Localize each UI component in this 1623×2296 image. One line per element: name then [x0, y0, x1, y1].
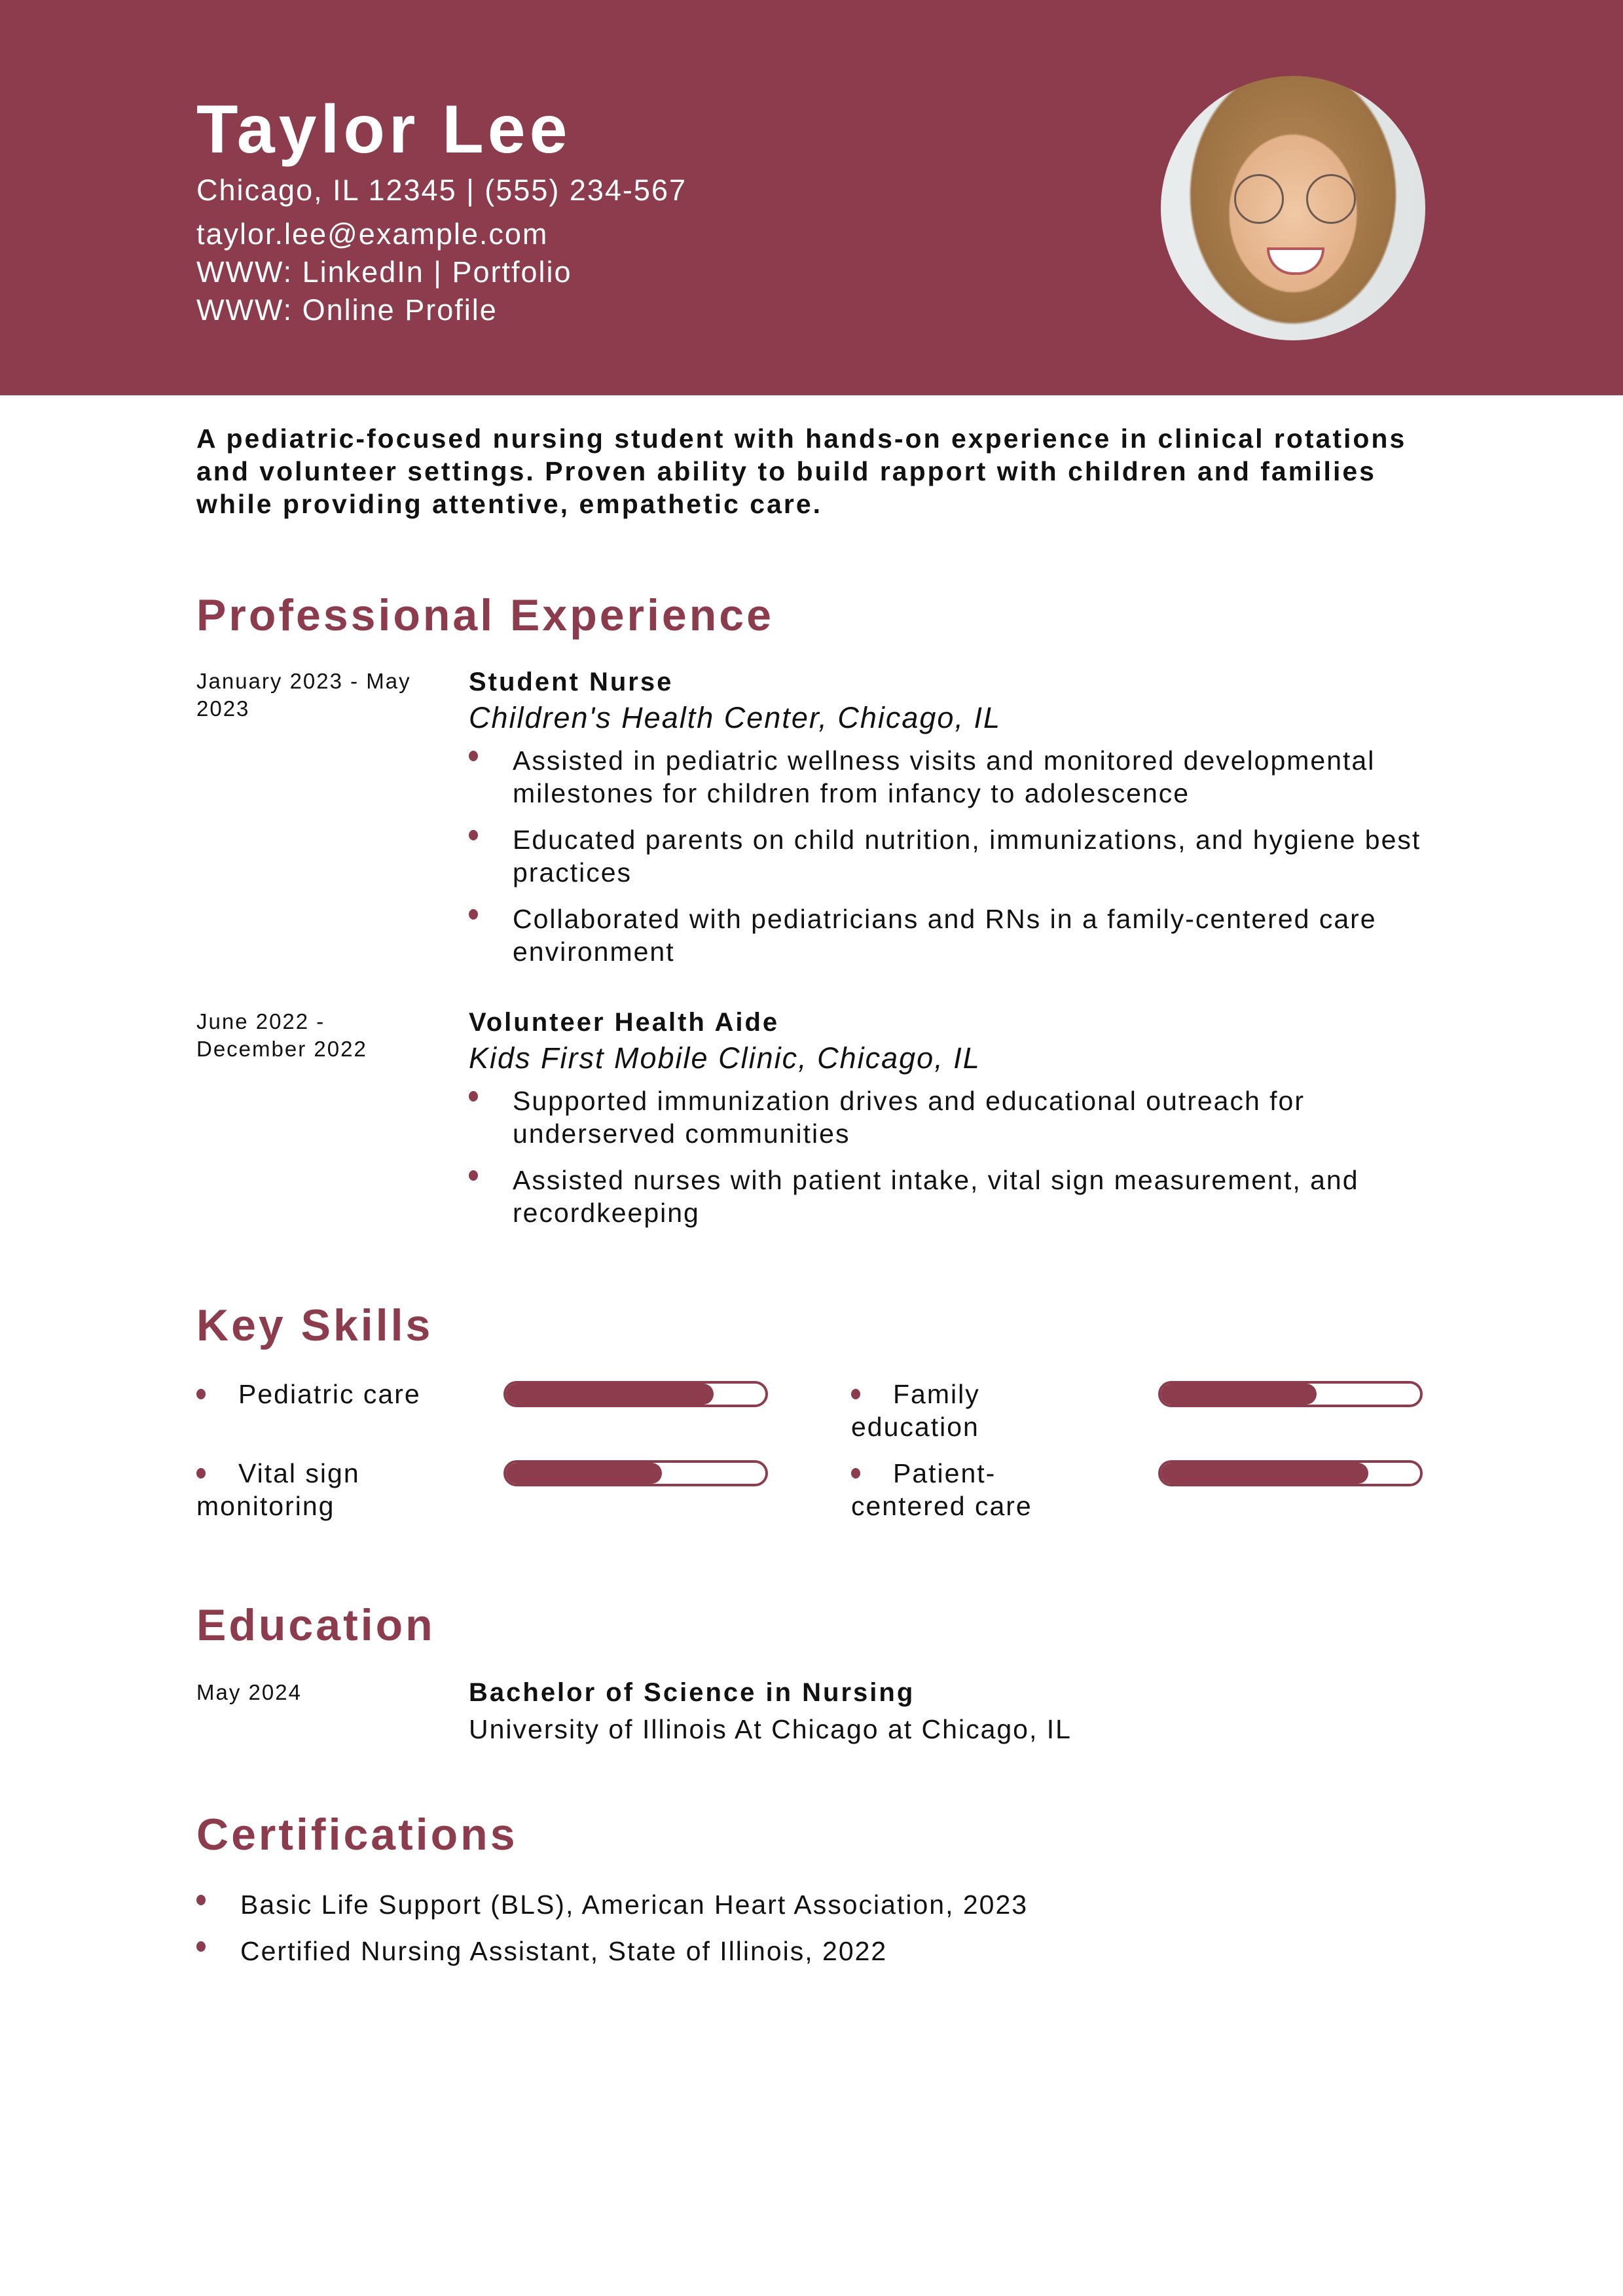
bullet-icon [469, 751, 478, 761]
bullet-icon [469, 830, 478, 840]
list-item: Basic Life Support (BLS), American Heart Association, 2023 [196, 1888, 1440, 1921]
location-phone: Chicago, IL 12345 | (555) 234-567 [196, 173, 687, 207]
education-entry [469, 1674, 1425, 1748]
skill-level-bar [1158, 1460, 1423, 1486]
skill-level-bar [503, 1381, 768, 1407]
summary: A pediatric-focused nursing student with hands-on experience in clinical rotations and volunteer settings. Proven ability to build rapport with children and families while providing attentive, empathetic care. [196, 423, 1407, 519]
bullet-icon [196, 1895, 206, 1905]
email-link[interactable]: taylor.lee@example.com [196, 217, 549, 251]
web-links[interactable]: WWW: LinkedIn | Portfolio [196, 255, 572, 289]
skill-label: Family education [851, 1379, 980, 1442]
section-heading-education: Education [196, 1600, 435, 1650]
skill-level-fill [506, 1463, 662, 1484]
online-profile-link[interactable]: WWW: Online Profile [196, 293, 498, 327]
skill-level-bar [503, 1460, 768, 1486]
skill-level-fill [1161, 1384, 1317, 1405]
degree: Bachelor of Science in Nursing [469, 1678, 915, 1707]
section-heading-certifications: Certifications [196, 1810, 518, 1859]
profile-photo [1161, 76, 1425, 340]
certifications-list [196, 1888, 1440, 1981]
list-item: Collaborated with pediatricians and RNs in a family-centered care environment [469, 903, 1425, 968]
job-entry [469, 1006, 1425, 1243]
bullet-icon [196, 1941, 206, 1952]
education-date: May 2024 [196, 1680, 302, 1704]
job-dates: June 2022 - December 2022 [196, 1009, 367, 1061]
section-heading-experience: Professional Experience [196, 590, 774, 640]
bullet-icon [196, 1389, 206, 1399]
bullet-icon [469, 909, 478, 920]
skill-level-fill [506, 1384, 714, 1405]
job-company: Children's Health Center, Chicago, IL [469, 701, 1001, 734]
bullet-icon [851, 1468, 860, 1479]
job-dates: January 2023 - May 2023 [196, 669, 411, 721]
section-heading-skills: Key Skills [196, 1300, 433, 1350]
job-title: Student Nurse [469, 668, 674, 696]
bullet-icon [469, 1170, 478, 1181]
school: University of Illinois At Chicago at Chicago, IL [469, 1714, 1072, 1744]
list-item: Assisted nurses with patient intake, vital sign measurement, and recordkeeping [469, 1164, 1425, 1229]
skill-level-bar [1158, 1381, 1423, 1407]
list-item: Assisted in pediatric wellness visits and monitored developmental milestones for children from infancy to adolescence [469, 744, 1425, 810]
bullet-icon [196, 1468, 206, 1479]
skill-label: Patient-centered care [851, 1458, 1032, 1521]
job-title: Volunteer Health Aide [469, 1008, 780, 1037]
job-entry [469, 666, 1425, 982]
skill-label: Vital sign monitoring [196, 1458, 360, 1521]
skill-level-fill [1161, 1463, 1368, 1484]
skill-label: Pediatric care [196, 1378, 452, 1410]
bullet-icon [851, 1389, 860, 1399]
list-item: Certified Nursing Assistant, State of Illinois, 2022 [196, 1935, 1440, 1967]
candidate-name: Taylor Lee [196, 92, 572, 168]
bullet-icon [469, 1091, 478, 1102]
list-item: Educated parents on child nutrition, immunizations, and hygiene best practices [469, 823, 1425, 889]
list-item: Supported immunization drives and educational outreach for underserved communities [469, 1085, 1425, 1150]
job-company: Kids First Mobile Clinic, Chicago, IL [469, 1041, 981, 1075]
